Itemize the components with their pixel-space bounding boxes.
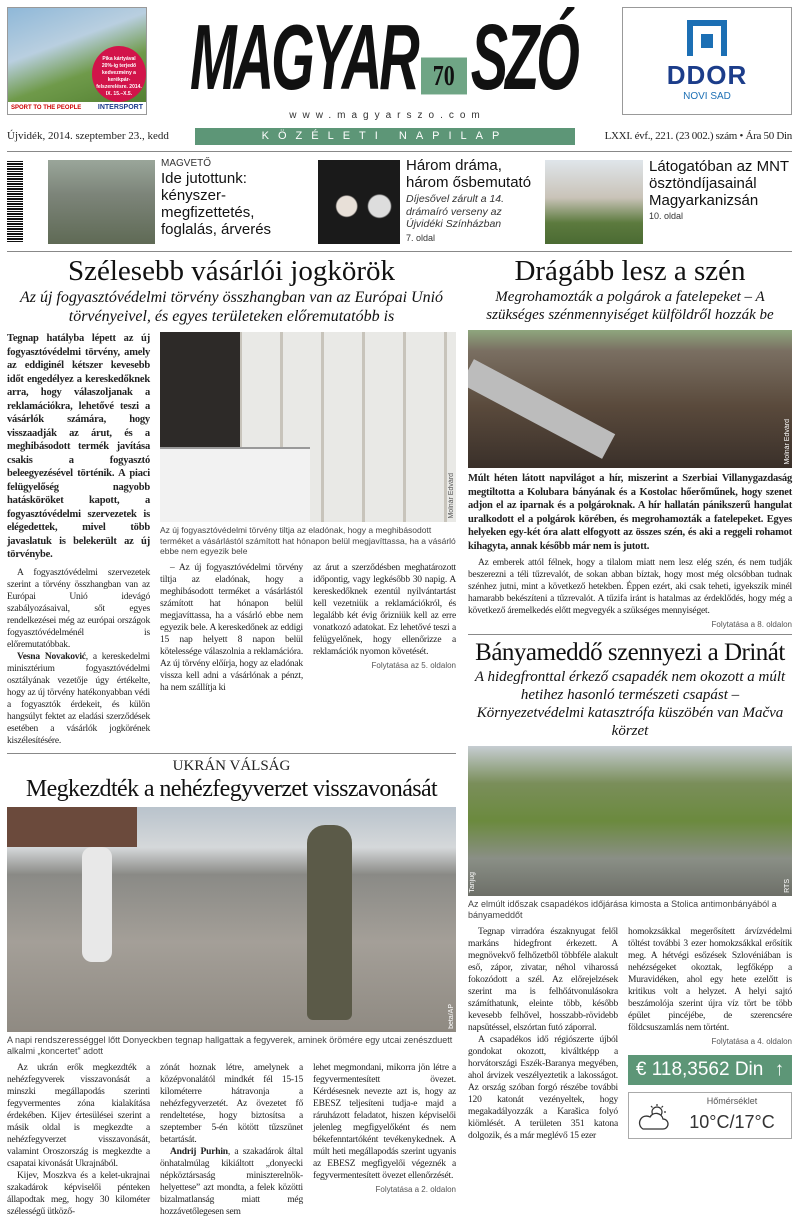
photo-appliances[interactable] — [160, 332, 456, 522]
teaser-title: Ide jutottunk: kényszer-megfizettetés, foglalás, árverés — [161, 170, 272, 238]
barcode — [7, 160, 23, 242]
paragraph: , a szakadárok által önhatalmúlag kikiáltott „donyecki népköztársaság miniszterelnök-helyettese” azt mondta, a felek közötti bizalmatlanság miatt még hozzávetőlegesen sem — [160, 1146, 304, 1217]
ad-slogan: SPORT TO THE PEOPLE — [11, 105, 82, 111]
euro-icon: € — [635, 1059, 647, 1080]
consumer-col-a — [7, 332, 150, 747]
paragraph: Kijev, Moszkva és a kelet-ukrajnai szakadárok képviselői pénteken állapodtak meg, hogy 30 kilométer szélességű ütköző- — [7, 1170, 150, 1217]
continued-link[interactable]: Folytatása a 8. oldalon — [711, 620, 792, 629]
issue-info: LXXI. évf., 221. (23 002.) szám • Ára 50 Din — [604, 130, 792, 142]
drina-body — [468, 926, 792, 1142]
body-consumer-col1 — [7, 567, 150, 747]
body-drina-col1 — [468, 926, 618, 1142]
teaser-page: 10. oldal — [649, 211, 684, 221]
ddor-brand: DDOR — [666, 60, 748, 90]
consumer-article — [7, 332, 456, 747]
weather-box — [628, 1092, 792, 1139]
ad-brand: INTERSPORT — [97, 104, 143, 111]
masthead-logo — [190, 4, 590, 109]
teaser-kicker: MAGVETŐ — [161, 158, 212, 169]
subtitle-drina: A hidegfronttal érkező csapadék nem okozott a múlt hetihez hasonló természeti csapást – Környezetvédelmi katasztrófa küszöbén van Mačva körzet — [474, 669, 786, 739]
continued-link[interactable]: Folytatása a 4. oldalon — [711, 1037, 792, 1046]
headline-ukraine[interactable]: Megkezdték a nehézfegyverzet visszavonását — [25, 775, 438, 802]
consumer-col-b — [160, 332, 456, 694]
paragraph: Az ukrán erők megkezdték a nehézfegyverek visszavonását a minszki megállapodás szerinti fegyvermentes zóna kialakítása érdekében. Kijev értesülései szerint a másik oldal is megkezdte a nehézfegyverzet visszavonását, valamint Oroszország is megkezdte a csapatai kivonását Ukrajnából. — [7, 1062, 150, 1169]
partly-cloudy-icon — [635, 1103, 671, 1131]
website-url[interactable]: www.magyarszo.com — [289, 110, 486, 121]
masthead-right: SZÓ — [470, 4, 577, 109]
teaser-title: Látogatóban az MNT ösztöndíjasainál Magyarkanizsán — [649, 158, 789, 209]
divider — [7, 753, 456, 754]
ddor-logo-icon — [687, 20, 727, 56]
paragraph: A csapadékos idő régiószerte újból gondokat okozott, kiváltképp a horvátországi Eszék-Baranya megyében, ahol árvizek veszélyeztetik a lakosságot. Az ország szóban forgó részébe további 120 katonát vezényeltek, hogy megakadályozzák a Karašica folyó kiömlését. A területen 351 katona dolgozik, és a már meglévő 15 ezer — [468, 1035, 618, 1141]
left-column — [7, 254, 456, 1218]
headline-coal[interactable]: Drágább lesz a szén — [514, 255, 746, 287]
body-consumer-col2 — [160, 562, 303, 694]
teaser-page: 7. oldal — [406, 232, 436, 243]
photo-coal[interactable] — [468, 330, 792, 468]
lead-consumer: Tegnap hatályba lépett az új fogyasztóvédelmi törvény, amely az eddiginél kétszer kevesebb időt engedélyez a kereskedőknek arra, hogy válaszoljanak a reklamációkra, lehetővé teszi a vásárlók számára, hogy visszaadják az árut, és a meghibásodott termék javítása csakis a fogyasztó beleegyezésével történik. A piaci felügyelőség nagyobb hatásköröket kapott, a fogyasztóvédelmi szervezetek is elégedettek, mivel több javaslatuk is belekerült az új törvénybe. — [7, 333, 150, 560]
paragraph: Az emberek attól félnek, hogy a tilalom miatt nem lesz elég szén, és nem tudják beszerezni a téli tűzrevalót, de sokan abban bíztak, hogy most még olcsóbban tudnak szénhez jutni, mint a következő hetekben. Éppen ezért, aki csak teheti, igyekszik minél hamarabb bekészíteni a tűzrevalót. A tűzifa iránt is hatalmas az érdeklődés, hogy még a következő áremelkedés előtt megvegyék a szükséges mennyiséget. — [468, 558, 792, 616]
paragraph: zónát hoznak létre, amelynek a középvonalától mindkét fél 15-15 kilométerre hátravonja a nehézfegyverzetét. Az övezetet fő rendeltetése, hogy biztosítsa a szeptember 5-én kötött tűzszünet betartását. — [160, 1062, 303, 1145]
paragraph: , a kereskedelmi minisztérium fogyasztóvédelmi osztályának vezetője úgy értékelte, hogy az új törvény hatékonyabban védi a fogyasztók érdekeit, és külön hangsúlyt fektet az eladási szerződések esetében a vásárlók jogkörének kiszélesítésére. — [7, 651, 150, 746]
body-coal — [468, 557, 792, 617]
ddor-ad[interactable] — [622, 7, 792, 115]
continued-link[interactable]: Folytatása a 2. oldalon — [375, 1184, 456, 1194]
ad-promo-badge: Pika kártyával 20%-ig terjedő kedvezmény a kerékpár-felszerelésre. 2014. IX. 15.–X.5. — [92, 46, 146, 102]
paragraph: – Az új fogyasztóvédelmi törvény tiltja az eladónak, hogy a meghibásodott terméket a vásárlástól számított hat hónapon belül megjavíttassa, ha a vásárló ebbe nem egyezik bele. A kereskedőnek az eddigi 15 nap helyett 8 napon belül kötelessége válaszolnia a reklamációra. Az új törvény előírja, hogy az eladónak vissza kell adni a vásárlónak a pénzt, ha nem szállítja ki — [160, 562, 303, 693]
person-name: Vesna Novaković — [17, 651, 86, 662]
dateline: Újvidék, 2014. szeptember 23., kedd — [7, 130, 169, 142]
anniversary-badge: 70 — [421, 58, 467, 95]
arrow-up-icon: ↑ — [774, 1059, 785, 1080]
photo-credit: RTS — [784, 879, 791, 893]
photo-credit: Molnár Edvárd — [784, 419, 791, 465]
teaser-photo-theatre[interactable] — [318, 160, 400, 244]
teaser-3[interactable] — [649, 158, 794, 222]
drina-col2-wrap — [628, 926, 792, 1139]
exchange-rate-box — [628, 1055, 792, 1085]
photo-drina[interactable] — [468, 746, 792, 896]
weather-temperature: 10°C/17°C — [689, 1112, 775, 1132]
teaser-2[interactable] — [406, 157, 540, 244]
divider — [7, 151, 792, 152]
headline-consumer[interactable]: Szélesebb vásárlói jogkörök — [68, 255, 395, 287]
photo-credit: Molnár Edvárd — [448, 473, 455, 519]
ddor-city: NOVI SAD — [683, 91, 731, 102]
lead-coal: Múlt héten látott napvilágot a hír, miszerint a Szerbiai Villanygazdaság megtiltotta a Kolubara bányának és a Kostolac hőerőműnek, hogy szenet adjon el az iparnak és a polgároknak. A hír hallatán pánikszerű hangulat uralkodott el a polgárok körében, és megrohamozták a fatelepeket. Egyes helyeken egy-két óra alatt elfogyott az összes szén, és aki a reggeli rohamot kihagyta, annak később már nem is jutott. — [468, 473, 792, 552]
subtitle-coal: Megrohamozták a polgárok a fatelepeket – A szükséges szénmennyiséget külföldről hozzák be — [486, 289, 774, 323]
paragraph: A fogyasztóvédelmi szervezetek szerint a törvény összhangban van az Európai Unió idevágó szabályozásaival, sőt egyes rendelkezései még az európai országok fogyasztóvédelménél is előremutatóbbak. — [7, 567, 150, 650]
teaser-photo-house[interactable] — [48, 160, 155, 244]
body-ukraine-col1 — [7, 1062, 150, 1218]
subtitle-consumer: Az új fogyasztóvédelmi törvény összhangban van az Európai Unió törvényeivel, és egyes területeken előremutatóbb is — [19, 289, 444, 325]
kicker-ukraine: UKRÁN VÁLSÁG — [172, 757, 291, 774]
right-column — [468, 254, 792, 1142]
photo-donetsk[interactable] — [7, 807, 456, 1032]
weather-label: Hőmérséklet — [706, 1096, 758, 1106]
continued-link[interactable]: Folytatása az 5. oldalon — [371, 660, 456, 670]
divider — [7, 251, 792, 252]
photo-credit: Tanjug — [469, 872, 476, 893]
teaser-subtitle: Díjesővel zárult a 14. drámaíró verseny az Újvidéki Színházban — [406, 193, 505, 230]
headline-drina[interactable]: Bányameddő szennyezi a Drinát — [475, 639, 785, 666]
tagline-bar: KÖZÉLETI NAPILAP — [195, 128, 575, 145]
body-consumer-col3: az árut a szerződésben meghatározott időpontig, vagy legkésőbb 30 napig. A kereskedőknek ezentúl nyilvántartást kell vezetniük a reklamációkról, és legalább két évig őrizniük kell az erre vonatkozó adatokat. Ez lehetővé teszi a felügyelőnek, hogy ellenőrizze a reklamációk nyomon követését. — [313, 562, 456, 657]
teaser-1[interactable] — [161, 158, 306, 238]
intersport-ad[interactable] — [7, 7, 147, 115]
consumer-col3-wrap — [313, 562, 456, 671]
caption-ukraine: A napi rendszerességgel lőtt Donyeckben tegnap hallgattak a fegyverek, aminek örömére egy utcai zenészduett alkalmi „koncertet” adott — [7, 1034, 453, 1056]
body-drina-col2: homokzsákkal megerősített árvízvédelmi töltést további 3 ezer homokzsákkal erősítik meg. A hétvégi esőzések Szlovéniában is nehézségeket okoztak, legfőképp a Muravidéken, ahol egy hete ezelőtt is kritikus volt a helyzet. A helyi sajtó beszámolója szerint újra víz tört be több épület pincéjébe, de szerencsére földcsuszamlás nem történt. — [628, 927, 792, 1033]
caption-consumer: Az új fogyasztóvédelmi törvény tiltja az eladónak, hogy a meghibásodott terméket a vásárlástól számított hat hónapon belül megjavíttassa, ha a vásárló ebbe nem egyezik bele — [160, 525, 456, 556]
paragraph: Tegnap virradóra északnyugat felől markáns hidegfront érkezett. A megnövekvő felhőzetből többféle alakult eső, zápor, zivatar, néhol viharossá fokozódott a szél. Az előrejelzések szerint ma is felhőátvonulásokra számíthatunk, eleinte több, később kevesebb felhővel, hosszabb-rövidebb napsütéssel, elszórtan futó záporral. — [468, 927, 618, 1033]
photo-credit: beta/AP — [448, 1003, 455, 1029]
masthead-left: MAGYAR — [190, 4, 417, 109]
caption-drina: Az elmúlt időszak csapadékos időjárása kimosta a Stolica antimonbányából a bányameddőt — [468, 899, 777, 920]
exchange-rate-value: 118,3562 Din — [651, 1059, 764, 1080]
teaser-photo-visit[interactable] — [545, 160, 643, 244]
body-ukraine-col2 — [160, 1062, 303, 1218]
person-name: Andrij Purhin — [170, 1146, 228, 1157]
ukraine-col3-wrap — [313, 1062, 456, 1195]
ukraine-body — [7, 1062, 456, 1218]
teaser-title: Három dráma, három ősbemutató — [406, 157, 532, 191]
divider — [468, 634, 792, 635]
body-ukraine-col3: lehet megmondani, mikorra jön létre a fegyvermentesített övezet. Kérdésesnek nevezte azt is, hogy az EBESZ teljesíteni tudja-e majd a ráruházott feladatot, hiszen képviselői jelenleg megfigyelőként és nem békefenntartóként tevékenykednek. A múlt heti megállapodás szerint ugyanis az EBESZ megfigyelői végeznék a fegyvermentesített övezet ellenőrzését. — [313, 1062, 456, 1181]
